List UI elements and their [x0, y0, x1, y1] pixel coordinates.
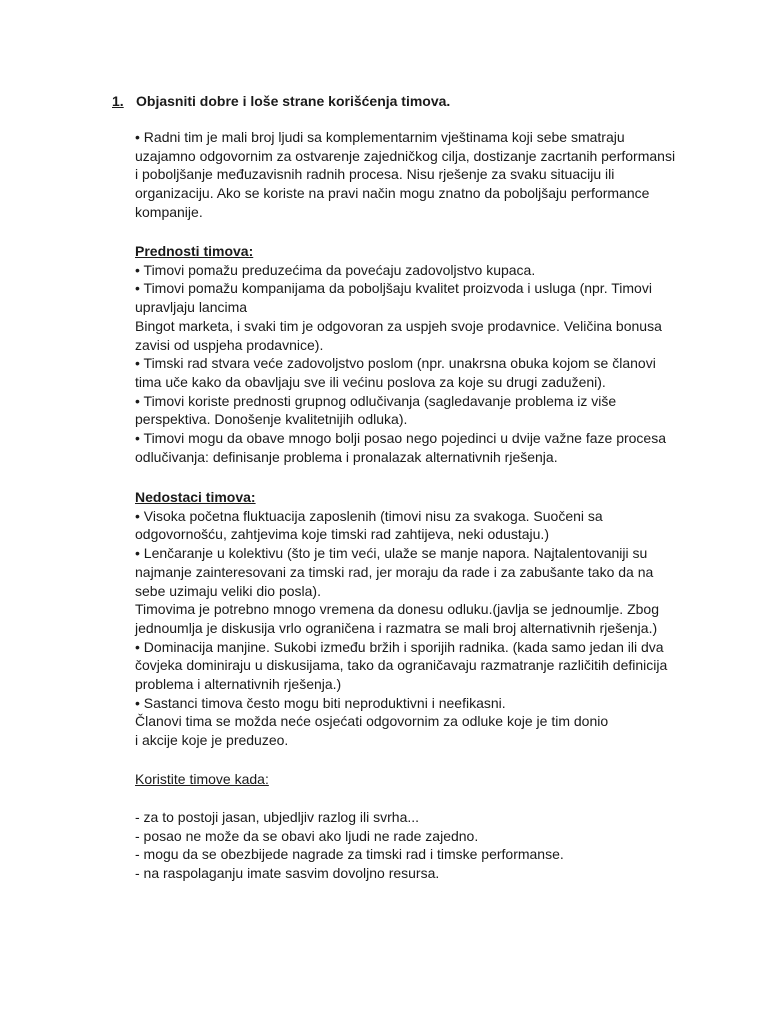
advantages-line: tima uče kako da obavljaju sve ili većinu poslova za koje su drugi zaduženi).: [135, 373, 606, 390]
advantages-line: odlučivanja: definisanje problema i pronalazak alternativnih rješenja.: [135, 448, 558, 465]
advantages-line: • Timovi koriste prednosti grupnog odlučivanja (sagledavanje problema iz više: [135, 392, 617, 409]
intro-paragraph: [135, 128, 676, 222]
disadvantages-line: Timovima je potrebno mnogo vremena da donesu odluku.(javlja se jednoumlje. Zbog: [135, 601, 659, 618]
use-when-heading-block: [135, 770, 655, 789]
intro-line: • Radni tim je mali broj ljudi sa komplementarnim vještinama koji sebe smatraju: [135, 129, 625, 145]
intro-line: uzajamno odgovornim za ostvarenje zajedničkog cilja, dostizanje zacrtanih performansi: [135, 147, 676, 164]
advantages-line: • Timovi mogu da obave mnogo bolji posao nego pojedinci u dvije važne faze procesa: [135, 430, 667, 447]
use-when-heading: Koristite timove kada:: [135, 771, 269, 787]
question-title: Objasniti dobre i loše strane korišćenja timova.: [136, 93, 451, 109]
advantages-line: upravljaju lancima: [135, 299, 248, 316]
disadvantages-line: problema i alternativnih rješenja.): [135, 676, 342, 693]
advantages-section: [135, 242, 667, 466]
disadvantages-section: [135, 488, 668, 750]
disadvantages-line: najmanje zainteresovani za timski rad, jer moraju da rade i za zabušante tako da na: [135, 563, 654, 580]
question-heading: [112, 92, 450, 110]
advantages-line: • Timski rad stvara veće zadovoljstvo poslom (npr. unakrsna obuka kojom se članovi: [135, 355, 656, 372]
advantages-line: • Timovi pomažu kompanijama da poboljšaju kvalitet proizvoda i usluga (npr. Timovi: [135, 280, 652, 297]
disadvantages-line: • Lenčaranje u kolektivu (što je tim veći, ulaže se manje napora. Najtalentovaniji su: [135, 545, 648, 562]
disadvantages-line: • Dominacija manjine. Sukobi između bržih i sporijih radnika. (kada samo jedan ili dva: [135, 638, 664, 655]
intro-line: i poboljšanje međuzavisnih radnih procesa. Nisu rješenje za svaku situaciju ili: [135, 166, 615, 183]
advantages-line: • Timovi pomažu preduzećima da povećaju zadovoljstvo kupaca.: [135, 261, 536, 278]
intro-line: kompanije.: [135, 203, 203, 220]
disadvantages-line: Članovi tima se možda neće osjećati odgovornim za odluke koje je tim donio: [135, 713, 609, 730]
use-when-list: [135, 808, 655, 883]
advantages-line: perspektiva. Donošenje kvalitetnijih odluka).: [135, 411, 408, 428]
disadvantages-line: sebe uzimaju veliki dio posla).: [135, 582, 321, 599]
advantages-heading: Prednosti timova:: [135, 243, 254, 259]
use-when-line: - na raspolaganju imate sasvim dovoljno resursa.: [135, 865, 440, 882]
question-number: 1.: [112, 93, 124, 109]
advantages-line: zavisi od uspjeha prodavnice).: [135, 336, 324, 353]
disadvantages-heading: Nedostaci timova:: [135, 489, 256, 505]
use-when-line: - za to postoji jasan, ubjedljiv razlog ili svrha...: [135, 809, 420, 825]
disadvantages-line: • Sastanci timova često mogu biti neproduktivni i neefikasni.: [135, 694, 506, 711]
disadvantages-line: čovjeka dominiraju u diskusijama, tako da ograničavaju razmatranje različitih definicija: [135, 657, 668, 674]
intro-line: organizaciju. Ako se koriste na pravi način mogu znatno da poboljšaju performance: [135, 185, 650, 202]
disadvantages-line: i akcije koje je preduzeo.: [135, 732, 289, 749]
disadvantages-line: odgovornošću, zahtjevima koje timski rad zahtijeva, neki odustaju.): [135, 526, 549, 543]
advantages-line: Bingot marketa, i svaki tim je odgovoran za uspjeh svoje prodavnice. Veličina bonusa: [135, 317, 662, 334]
disadvantages-line: • Visoka početna fluktuacija zaposlenih (timovi nisu za svakoga. Suočeni sa: [135, 507, 603, 524]
disadvantages-line: jednoumlja je diskusija vrlo ograničena i razmatra se mali broj alternativnih rješenja.): [135, 619, 658, 636]
use-when-line: - mogu da se obezbijede nagrade za timski rad i timske performanse.: [135, 846, 564, 863]
use-when-line: - posao ne može da se obavi ako ljudi ne rade zajedno.: [135, 827, 479, 844]
